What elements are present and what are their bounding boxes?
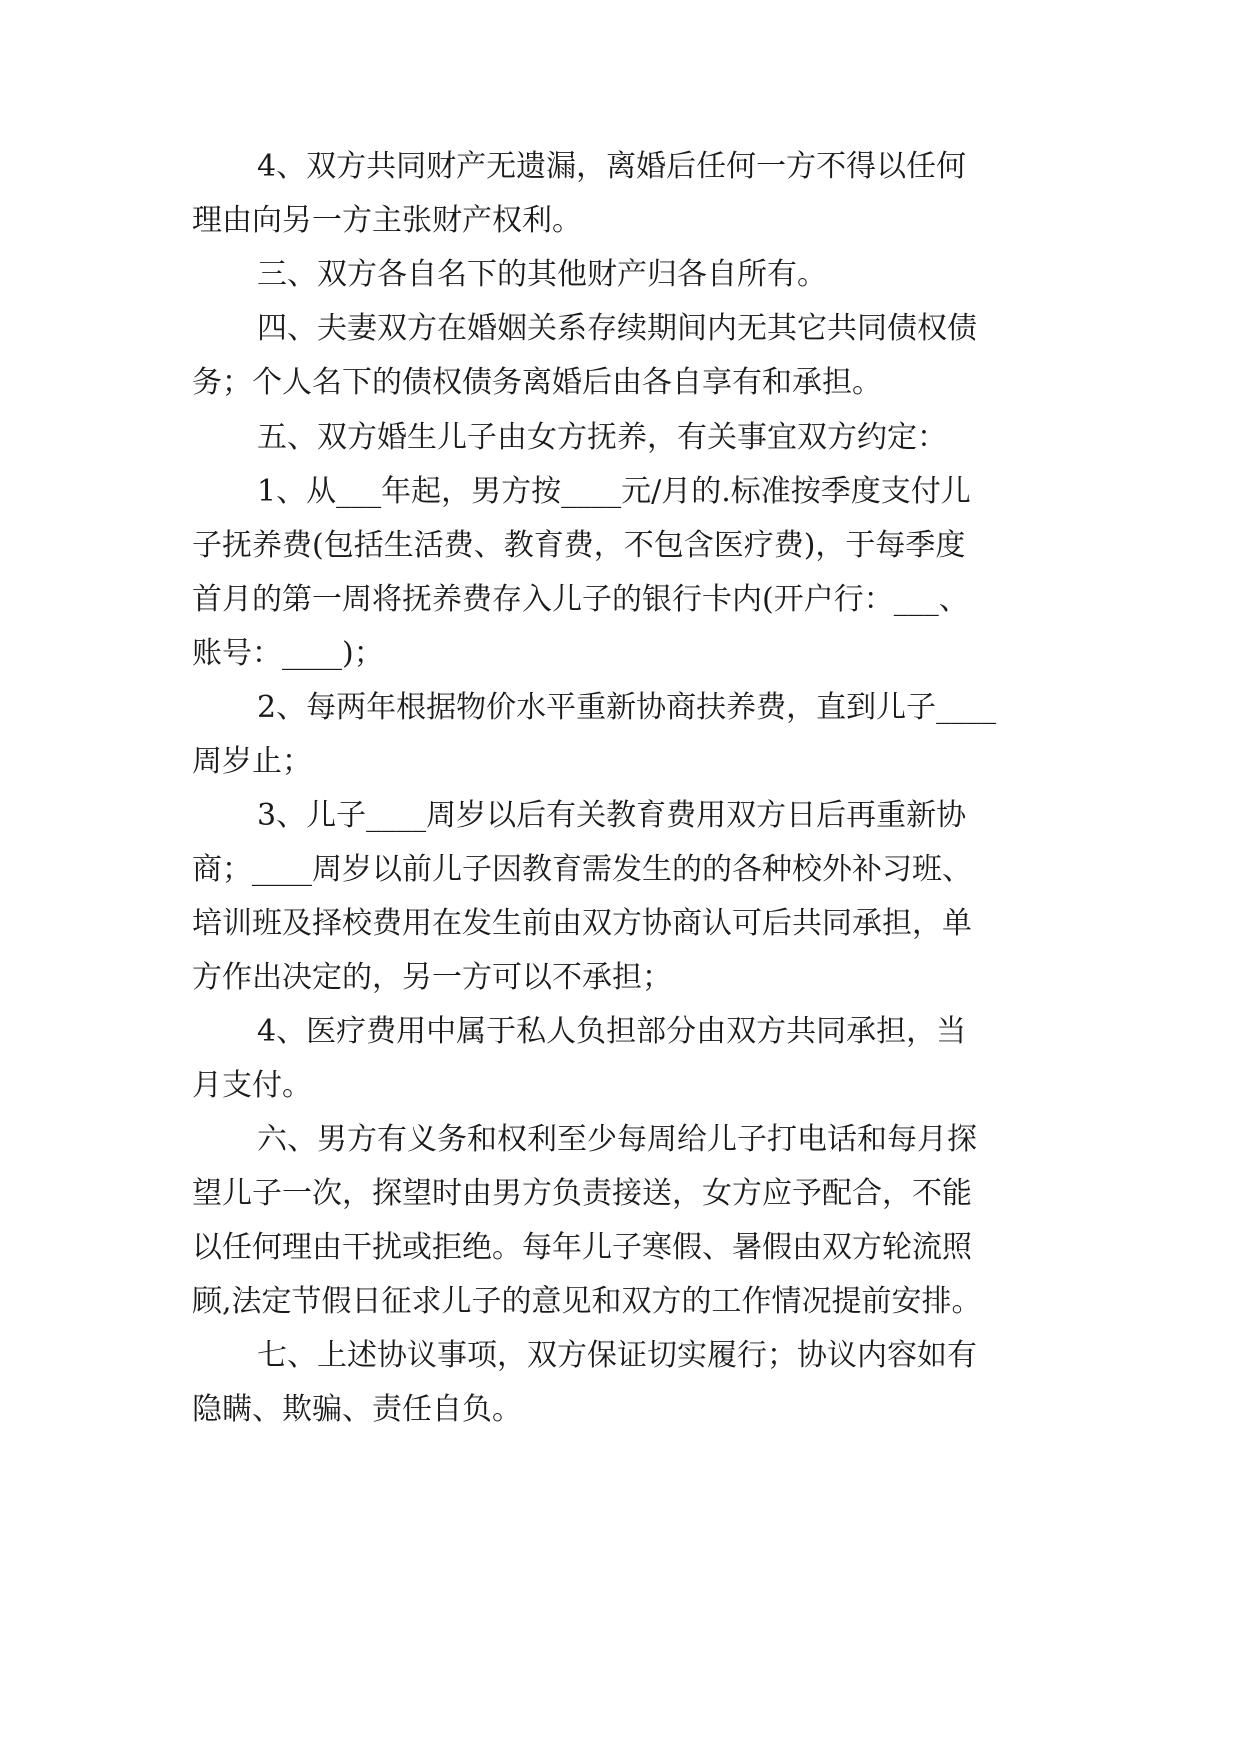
text-line: 周岁止； bbox=[192, 744, 312, 779]
text-line: 2、每两年根据物价水平重新协商扶养费，直到儿子____ bbox=[257, 690, 997, 725]
text-line: 三、双方各自名下的其他财产归各自所有。 bbox=[257, 257, 827, 292]
text-line: 务；个人名下的债权债务离婚后由各自享有和承担。 bbox=[192, 365, 882, 400]
text-line: 子抚养费(包括生活费、教育费，不包含医疗费)，于每季度 bbox=[192, 528, 966, 563]
text-line: 4、双方共同财产无遗漏，离婚后任何一方不得以任何 bbox=[257, 149, 967, 184]
text-line: 培训班及择校费用在发生前由双方协商认可后共同承担，单 bbox=[192, 906, 972, 941]
text-line: 望儿子一次，探望时由男方负责接送，女方应予配合，不能 bbox=[192, 1176, 972, 1211]
text-line: 七、上述协议事项，双方保证切实履行；协议内容如有 bbox=[257, 1338, 977, 1373]
text-line: 方作出决定的，另一方可以不承担； bbox=[192, 960, 672, 995]
text-line: 商；____周岁以前儿子因教育需发生的的各种校外补习班、 bbox=[192, 852, 972, 887]
text-line: 4、医疗费用中属于私人负担部分由双方共同承担，当 bbox=[257, 1014, 967, 1049]
text-line: 账号：____)； bbox=[192, 636, 384, 671]
text-line: 五、双方婚生儿子由女方抚养，有关事宜双方约定： bbox=[257, 420, 947, 455]
text-line: 首月的第一周将抚养费存入儿子的银行卡内(开户行：___、 bbox=[192, 582, 969, 617]
text-line: 以任何理由干扰或拒绝。每年儿子寒假、暑假由双方轮流照 bbox=[192, 1230, 972, 1265]
text-line: 四、夫妻双方在婚姻关系存续期间内无其它共同债权债 bbox=[257, 311, 977, 346]
text-line: 1、从___年起，男方按____元/月的.标准按季度支付儿 bbox=[257, 474, 971, 509]
text-line: 隐瞒、欺骗、责任自负。 bbox=[192, 1392, 522, 1427]
text-line: 顾,法定节假日征求儿子的意见和双方的工作情况提前安排。 bbox=[192, 1284, 982, 1319]
text-line: 3、儿子____周岁以后有关教育费用双方日后再重新协 bbox=[257, 798, 967, 833]
text-line: 月支付。 bbox=[192, 1068, 312, 1103]
text-line: 理由向另一方主张财产权利。 bbox=[192, 203, 582, 238]
text-line: 六、男方有义务和权利至少每周给儿子打电话和每月探 bbox=[257, 1122, 977, 1157]
